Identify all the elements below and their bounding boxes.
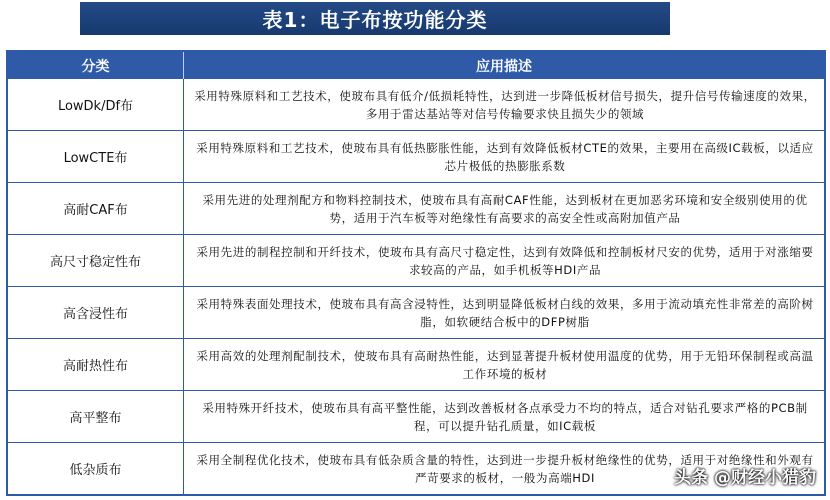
- table-row: [8, 130, 824, 182]
- category-cell: 高尺寸稳定性布: [8, 235, 184, 286]
- table-row: [8, 79, 824, 130]
- description-cell: 采用先进的处理剂配方和物料控制技术，使玻布具有高耐CAF性能，达到板材在更加恶劣环境和安全级别使用的优势，适用于汽车板等对绝缘性有高要求的高安全性或高附加值产品: [202, 192, 808, 225]
- description-cell: 采用全制程优化技术，使玻布具有低杂质含量的特性，达到进一步提升板材绝缘性的优势，适用于对绝缘性和外观有严苛要求的板材，一般为高端HDI: [196, 452, 814, 485]
- description-cell: 采用高效的处理剂配制技术，使玻布具有高耐热性能，达到显著提升板材使用温度的优势，用于无铅环保制程或高温工作环境的板材: [196, 348, 814, 381]
- table-body: [8, 79, 824, 494]
- classification-table: [6, 50, 826, 496]
- header-category: 分类: [8, 52, 184, 79]
- table-row: [8, 182, 824, 234]
- description-cell: 采用特殊原料和工艺技术，使玻布具有低介/低损耗特性，达到进一步降低板材信号损失，提升信号传输速度的效果，多用于雷达基站等对信号传输要求快且损失少的领域: [194, 88, 816, 121]
- watermark: 头条 @财经小猎豹: [674, 468, 816, 488]
- category-cell: LowDk/Df布: [8, 79, 184, 130]
- table-row: [8, 338, 824, 390]
- table-row: [8, 390, 824, 442]
- description-cell: 采用特殊开纤技术，使玻布具有高平整性能，达到改善板材各点承受力不均的特点，适合对钻孔要求严格的PCB制程，可以提升钻孔质量，如IC载板: [202, 400, 808, 433]
- table-row: [8, 234, 824, 286]
- description-cell: 采用特殊表面处理技术，使玻布具有高含浸特性，达到明显降低板材白线的效果，多用于流动填充性非常差的高阶树脂，如软硬结合板中的DFP树脂: [196, 296, 814, 329]
- table-header: [8, 52, 824, 79]
- category-cell: LowCTE布: [8, 131, 184, 182]
- table-row: [8, 286, 824, 338]
- description-cell: 采用特殊原料和工艺技术，使玻布具有低热膨胀性能，达到有效降低板材CTE的效果，主要用在高级IC载板，以适应芯片极低的热膨胀系数: [196, 140, 814, 173]
- header-description: 应用描述: [476, 58, 532, 75]
- table-title: 表1：电子布按功能分类: [80, 2, 670, 35]
- category-cell: 高耐CAF布: [8, 183, 184, 234]
- category-cell: 高耐热性布: [8, 339, 184, 390]
- description-cell: 采用先进的制程控制和开纤技术，使玻布具有高尺寸稳定性，达到有效降低和控制板材尺安的优势，适用于对涨缩要求较高的产品，如手机板等HDI产品: [196, 244, 814, 277]
- category-cell: 低杂质布: [8, 443, 184, 494]
- category-cell: 高含浸性布: [8, 287, 184, 338]
- category-cell: 高平整布: [8, 391, 184, 442]
